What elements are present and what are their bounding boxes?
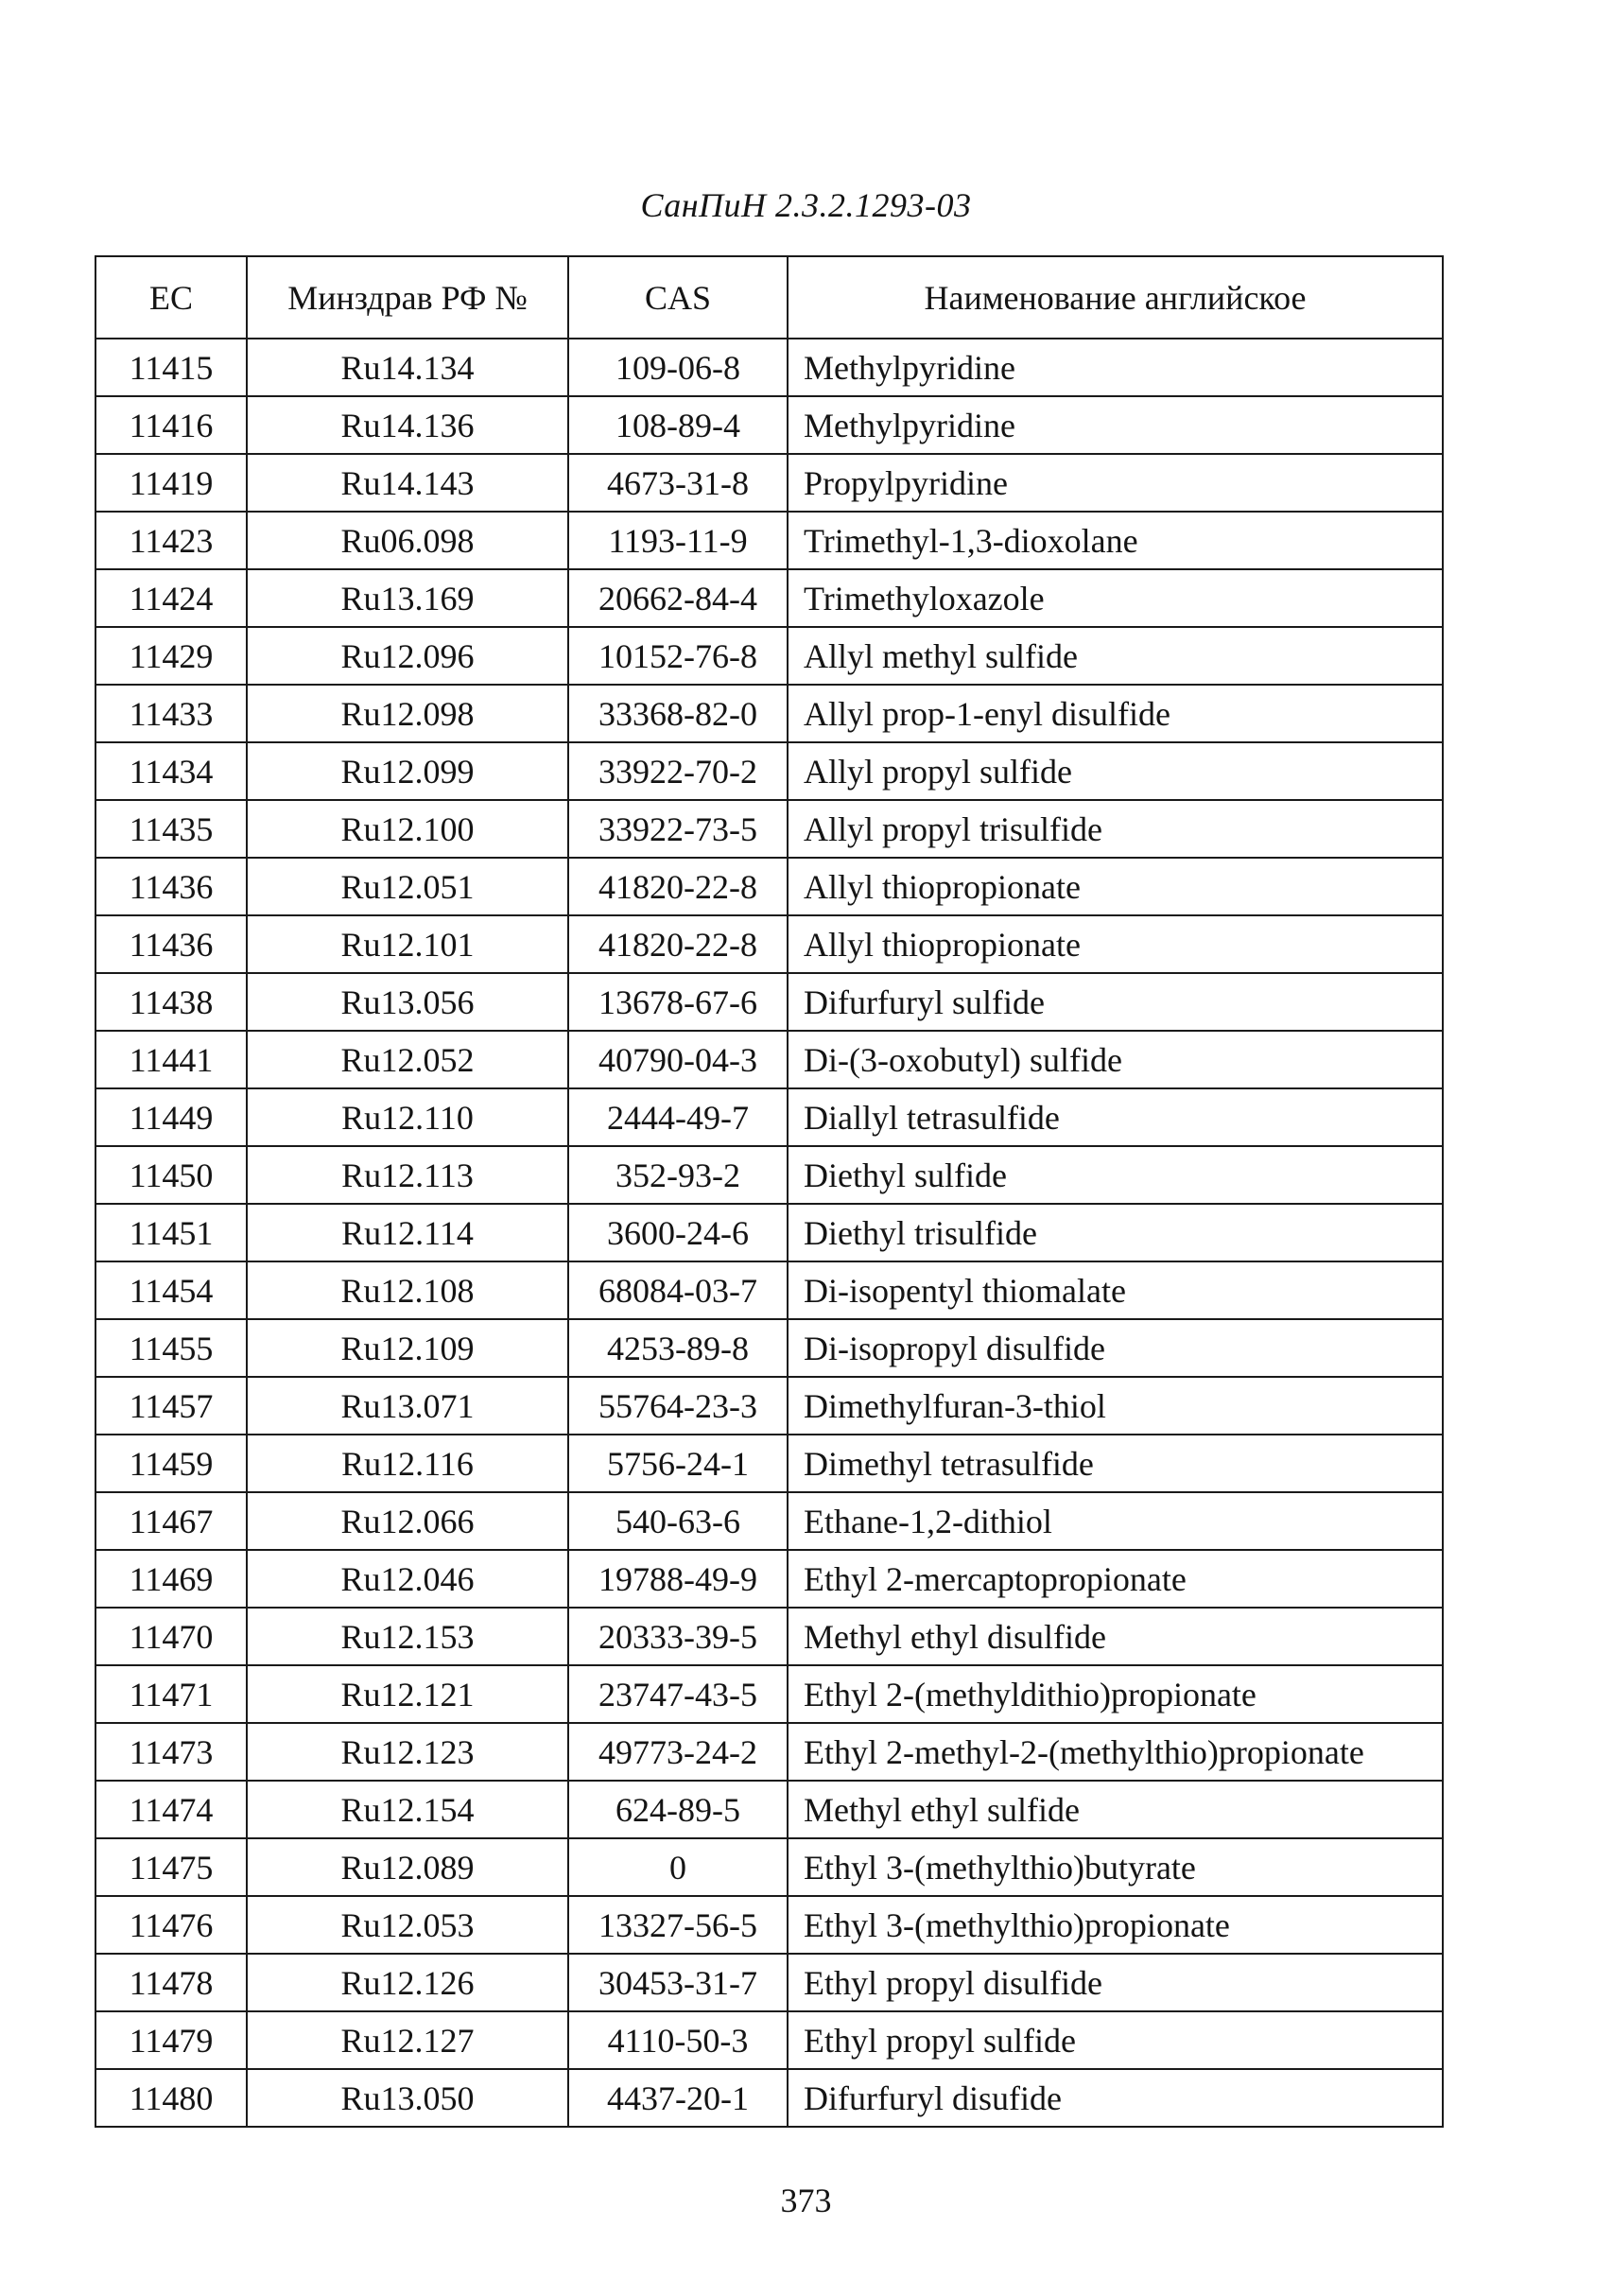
english-name-cell: Methyl ethyl sulfide [788, 1781, 1443, 1838]
column-header-english-name: Наименование английское [788, 256, 1443, 339]
minzdrav-number-cell: Ru12.051 [247, 858, 568, 915]
table-row [95, 339, 1443, 396]
minzdrav-number-cell: Ru14.143 [247, 454, 568, 512]
cas-cell: 0 [568, 1838, 788, 1896]
table-row [95, 396, 1443, 454]
english-name-cell: Ethyl propyl disulfide [788, 1954, 1443, 2011]
minzdrav-number-cell: Ru12.109 [247, 1319, 568, 1377]
table-row [95, 1723, 1443, 1781]
minzdrav-number-cell: Ru13.050 [247, 2069, 568, 2127]
ec-cell: 11419 [95, 454, 247, 512]
table-row [95, 1492, 1443, 1550]
minzdrav-number-cell: Ru12.108 [247, 1261, 568, 1319]
minzdrav-number-cell: Ru06.098 [247, 512, 568, 569]
page-number: 373 [780, 2182, 832, 2219]
english-name-cell: Dimethylfuran-3-thiol [788, 1377, 1443, 1435]
cas-cell: 33368-82-0 [568, 685, 788, 742]
ec-cell: 11455 [95, 1319, 247, 1377]
english-name-cell: Ethyl 3-(methylthio)butyrate [788, 1838, 1443, 1896]
english-name-cell: Di-isopentyl thiomalate [788, 1261, 1443, 1319]
english-name-cell: Trimethyl-1,3-dioxolane [788, 512, 1443, 569]
cas-cell: 108-89-4 [568, 396, 788, 454]
table-row [95, 1146, 1443, 1204]
table-row [95, 1435, 1443, 1492]
ec-cell: 11469 [95, 1550, 247, 1608]
english-name-cell: Ethyl 3-(methylthio)propionate [788, 1896, 1443, 1954]
english-name-cell: Ethyl 2-methyl-2-(methylthio)propionate [788, 1723, 1443, 1781]
cas-cell: 3600-24-6 [568, 1204, 788, 1261]
table-row [95, 1377, 1443, 1435]
minzdrav-number-cell: Ru13.169 [247, 569, 568, 627]
minzdrav-number-cell: Ru14.134 [247, 339, 568, 396]
ec-cell: 11470 [95, 1608, 247, 1665]
table-row [95, 2011, 1443, 2069]
table-row [95, 2069, 1443, 2127]
running-header: СанПиН 2.3.2.1293-03 [640, 186, 972, 224]
minzdrav-number-cell: Ru12.110 [247, 1088, 568, 1146]
table-row [95, 800, 1443, 858]
table-row [95, 569, 1443, 627]
english-name-cell: Methylpyridine [788, 339, 1443, 396]
minzdrav-number-cell: Ru14.136 [247, 396, 568, 454]
english-name-cell: Ethyl 2-mercaptopropionate [788, 1550, 1443, 1608]
cas-cell: 2444-49-7 [568, 1088, 788, 1146]
ec-cell: 11479 [95, 2011, 247, 2069]
ec-cell: 11474 [95, 1781, 247, 1838]
cas-cell: 1193-11-9 [568, 512, 788, 569]
cas-cell: 4253-89-8 [568, 1319, 788, 1377]
english-name-cell: Ethyl 2-(methyldithio)propionate [788, 1665, 1443, 1723]
table-row [95, 1781, 1443, 1838]
ec-cell: 11449 [95, 1088, 247, 1146]
cas-cell: 30453-31-7 [568, 1954, 788, 2011]
table-row [95, 627, 1443, 685]
cas-cell: 23747-43-5 [568, 1665, 788, 1723]
minzdrav-number-cell: Ru12.100 [247, 800, 568, 858]
table-row [95, 1665, 1443, 1723]
english-name-cell: Allyl thiopropionate [788, 915, 1443, 973]
minzdrav-number-cell: Ru12.116 [247, 1435, 568, 1492]
cas-cell: 540-63-6 [568, 1492, 788, 1550]
minzdrav-number-cell: Ru12.127 [247, 2011, 568, 2069]
minzdrav-number-cell: Ru12.099 [247, 742, 568, 800]
cas-cell: 13678-67-6 [568, 973, 788, 1031]
english-name-cell: Di-isopropyl disulfide [788, 1319, 1443, 1377]
ec-cell: 11454 [95, 1261, 247, 1319]
minzdrav-number-cell: Ru12.126 [247, 1954, 568, 2011]
ec-cell: 11478 [95, 1954, 247, 2011]
english-name-cell: Diethyl sulfide [788, 1146, 1443, 1204]
table-row [95, 1550, 1443, 1608]
column-header-ec: ЕС [95, 256, 247, 339]
english-name-cell: Ethane-1,2-dithiol [788, 1492, 1443, 1550]
minzdrav-number-cell: Ru12.098 [247, 685, 568, 742]
table-row [95, 454, 1443, 512]
ec-cell: 11416 [95, 396, 247, 454]
english-name-cell: Methyl ethyl disulfide [788, 1608, 1443, 1665]
ec-cell: 11415 [95, 339, 247, 396]
english-name-cell: Allyl methyl sulfide [788, 627, 1443, 685]
minzdrav-number-cell: Ru12.153 [247, 1608, 568, 1665]
ec-cell: 11436 [95, 915, 247, 973]
column-header-minzdrav-number: Минздрав РФ № [247, 256, 568, 339]
ec-cell: 11459 [95, 1435, 247, 1492]
ec-cell: 11457 [95, 1377, 247, 1435]
column-header-cas: CAS [568, 256, 788, 339]
table-row [95, 1896, 1443, 1954]
minzdrav-number-cell: Ru12.114 [247, 1204, 568, 1261]
ec-cell: 11450 [95, 1146, 247, 1204]
english-name-cell: Methylpyridine [788, 396, 1443, 454]
ec-cell: 11441 [95, 1031, 247, 1088]
ec-cell: 11475 [95, 1838, 247, 1896]
english-name-cell: Allyl thiopropionate [788, 858, 1443, 915]
ec-cell: 11451 [95, 1204, 247, 1261]
cas-cell: 4437-20-1 [568, 2069, 788, 2127]
minzdrav-number-cell: Ru13.071 [247, 1377, 568, 1435]
english-name-cell: Allyl prop-1-enyl disulfide [788, 685, 1443, 742]
ec-cell: 11429 [95, 627, 247, 685]
table-row [95, 1088, 1443, 1146]
minzdrav-number-cell: Ru12.053 [247, 1896, 568, 1954]
minzdrav-number-cell: Ru12.113 [247, 1146, 568, 1204]
table-row [95, 973, 1443, 1031]
table-header-row [95, 256, 1443, 339]
english-name-cell: Dimethyl tetrasulfide [788, 1435, 1443, 1492]
minzdrav-number-cell: Ru12.052 [247, 1031, 568, 1088]
table-row [95, 1954, 1443, 2011]
table-body [95, 339, 1443, 2127]
cas-cell: 13327-56-5 [568, 1896, 788, 1954]
table-row [95, 685, 1443, 742]
cas-cell: 68084-03-7 [568, 1261, 788, 1319]
minzdrav-number-cell: Ru13.056 [247, 973, 568, 1031]
table-row [95, 1608, 1443, 1665]
ec-cell: 11434 [95, 742, 247, 800]
ec-cell: 11471 [95, 1665, 247, 1723]
cas-cell: 4110-50-3 [568, 2011, 788, 2069]
english-name-cell: Ethyl propyl sulfide [788, 2011, 1443, 2069]
minzdrav-number-cell: Ru12.154 [247, 1781, 568, 1838]
ec-cell: 11480 [95, 2069, 247, 2127]
table-row [95, 1838, 1443, 1896]
minzdrav-number-cell: Ru12.121 [247, 1665, 568, 1723]
english-name-cell: Allyl propyl trisulfide [788, 800, 1443, 858]
minzdrav-number-cell: Ru12.101 [247, 915, 568, 973]
english-name-cell: Diethyl trisulfide [788, 1204, 1443, 1261]
cas-cell: 41820-22-8 [568, 858, 788, 915]
ec-cell: 11423 [95, 512, 247, 569]
cas-cell: 352-93-2 [568, 1146, 788, 1204]
cas-cell: 55764-23-3 [568, 1377, 788, 1435]
english-name-cell: Difurfuryl disufide [788, 2069, 1443, 2127]
english-name-cell: Difurfuryl sulfide [788, 973, 1443, 1031]
minzdrav-number-cell: Ru12.123 [247, 1723, 568, 1781]
cas-cell: 20333-39-5 [568, 1608, 788, 1665]
table-row [95, 915, 1443, 973]
ec-cell: 11473 [95, 1723, 247, 1781]
english-name-cell: Trimethyloxazole [788, 569, 1443, 627]
english-name-cell: Diallyl tetrasulfide [788, 1088, 1443, 1146]
english-name-cell: Di-(3-oxobutyl) sulfide [788, 1031, 1443, 1088]
ec-cell: 11467 [95, 1492, 247, 1550]
ec-cell: 11476 [95, 1896, 247, 1954]
minzdrav-number-cell: Ru12.066 [247, 1492, 568, 1550]
english-name-cell: Allyl propyl sulfide [788, 742, 1443, 800]
ec-cell: 11424 [95, 569, 247, 627]
table-row [95, 1319, 1443, 1377]
table-row [95, 1261, 1443, 1319]
cas-cell: 20662-84-4 [568, 569, 788, 627]
table-row [95, 858, 1443, 915]
table-row [95, 512, 1443, 569]
english-name-cell: Propylpyridine [788, 454, 1443, 512]
cas-cell: 5756-24-1 [568, 1435, 788, 1492]
minzdrav-number-cell: Ru12.089 [247, 1838, 568, 1896]
table-row [95, 1204, 1443, 1261]
cas-cell: 4673-31-8 [568, 454, 788, 512]
cas-cell: 40790-04-3 [568, 1031, 788, 1088]
cas-cell: 33922-73-5 [568, 800, 788, 858]
cas-cell: 49773-24-2 [568, 1723, 788, 1781]
ec-cell: 11433 [95, 685, 247, 742]
cas-cell: 10152-76-8 [568, 627, 788, 685]
minzdrav-number-cell: Ru12.046 [247, 1550, 568, 1608]
cas-cell: 33922-70-2 [568, 742, 788, 800]
substances-table [95, 255, 1444, 2128]
ec-cell: 11438 [95, 973, 247, 1031]
minzdrav-number-cell: Ru12.096 [247, 627, 568, 685]
cas-cell: 109-06-8 [568, 339, 788, 396]
table-row [95, 742, 1443, 800]
ec-cell: 11436 [95, 858, 247, 915]
ec-cell: 11435 [95, 800, 247, 858]
cas-cell: 41820-22-8 [568, 915, 788, 973]
cas-cell: 624-89-5 [568, 1781, 788, 1838]
cas-cell: 19788-49-9 [568, 1550, 788, 1608]
table-row [95, 1031, 1443, 1088]
